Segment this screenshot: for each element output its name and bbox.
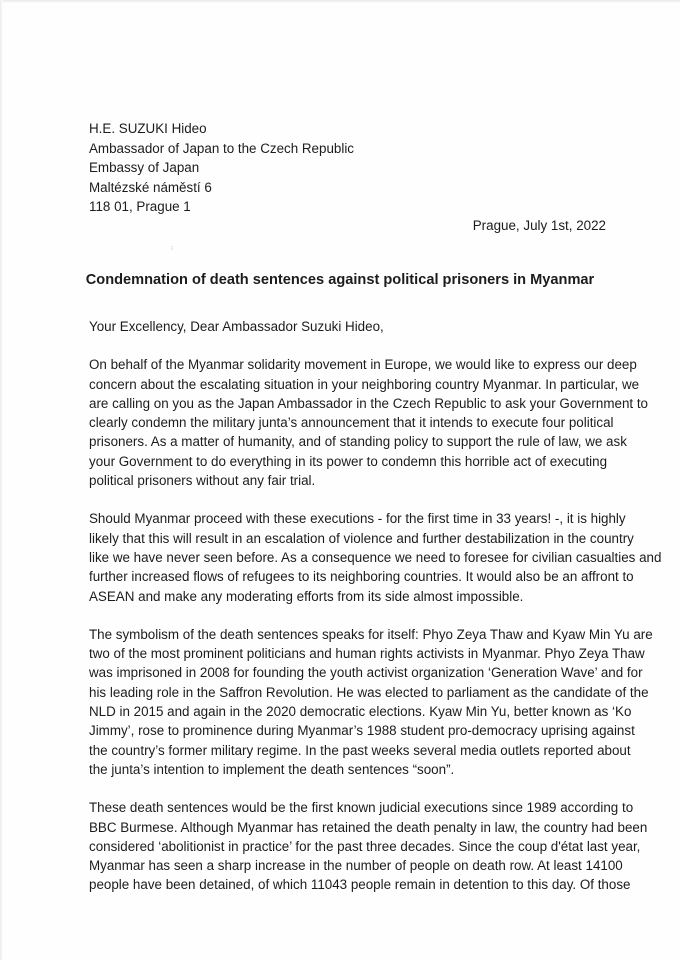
- letter-body: [89, 317, 662, 914]
- text-line: your Government to do everything in its power to condemn this horrible act of executing: [89, 453, 608, 469]
- scan-speck: ⁝: [171, 246, 173, 252]
- text-line: prisoners. As a matter of humanity, and of standing policy to support the rule of law, we ask: [89, 434, 627, 450]
- text-line: Should Myanmar proceed with these executions - for the first time in 33 years! -, it is highly: [89, 511, 626, 527]
- body-paragraph: [89, 355, 648, 490]
- text-line: The symbolism of the death sentences speaks for itself: Phyo Zeya Thaw and Kyaw Min Yu are: [89, 626, 653, 642]
- letter-date: Prague, July 1st, 2022: [472, 218, 606, 233]
- body-paragraph: [89, 509, 662, 605]
- salutation: [89, 317, 619, 336]
- text-line: ASEAN and make any moderating efforts from its side almost impossible.: [89, 588, 524, 604]
- text-line: Your Excellency, Dear Ambassador Suzuki Hideo,: [89, 319, 384, 334]
- text-line: the country’s former military regime. In the past weeks several media outlets reported about: [89, 742, 631, 758]
- address-line-name: H.E. SUZUKI Hideo: [89, 121, 207, 136]
- text-line: BBC Burmese. Although Myanmar has retained the death penalty in law, the country had been: [89, 819, 648, 835]
- text-line: two of the most prominent politicians and human rights activists in Myanmar. Phyo Zeya Thaw: [89, 646, 645, 662]
- text-line: Myanmar has seen a sharp increase in the number of people on death row. At least 14100: [89, 858, 623, 874]
- text-line: political prisoners without any fair trial.: [89, 473, 316, 489]
- text-line: considered ‘abolitionist in practice’ for the past three decades. Since the coup d'état last year,: [89, 838, 641, 854]
- text-line: was imprisoned in 2008 for founding the youth activist organization ‘Generation Wave’ and for: [89, 665, 643, 681]
- text-line: NLD in 2015 and again in the 2020 democratic elections. Kyaw Min Yu, better known as ‘Ko: [89, 704, 632, 720]
- text-line: his leading role in the Saffron Revolution. He was elected to parliament as the candidate of the: [89, 684, 649, 700]
- text-line: people have been detained, of which 11043 people remain in detention to this day. Of those: [89, 877, 631, 893]
- text-line: likely that this will result in an escalation of violence and further destabilization in the country: [89, 530, 634, 546]
- address-line-street: Maltézské náměstí 6: [89, 179, 212, 195]
- text-line: clearly condemn the military junta’s announcement that it intends to execute four political: [89, 415, 614, 431]
- page-left-edge: [0, 0, 3, 960]
- body-paragraph: [89, 798, 648, 894]
- text-line: Jimmy’, rose to prominence during Myanmar’s 1988 student pro-democracy uprising against: [89, 723, 635, 739]
- text-line: like we have never seen before. As a consequence we need to foresee for civilian casualties and: [89, 549, 662, 565]
- body-paragraph: [89, 625, 653, 779]
- text-line: On behalf of the Myanmar solidarity movement in Europe, we would like to express our deep: [89, 357, 637, 373]
- address-line-embassy: Embassy of Japan: [89, 160, 200, 175]
- address-line-title: Ambassador of Japan to the Czech Republic: [89, 140, 354, 156]
- text-line: These death sentences would be the first known judicial executions since 1989 according to: [89, 800, 634, 816]
- letter-title: Condemnation of death sentences against political prisoners in Myanmar: [85, 272, 595, 288]
- text-line: are calling on you as the Japan Ambassador in the Czech Republic to ask your Government to: [89, 395, 648, 411]
- text-line: concern about the escalating situation in your neighboring country Myanmar. In particular, we: [89, 376, 640, 392]
- page-top-edge: [0, 0, 680, 3]
- text-line: the junta’s intention to implement the death sentences “soon”.: [89, 761, 455, 777]
- address-line-city: 118 01, Prague 1: [89, 199, 191, 214]
- recipient-address: [89, 119, 354, 217]
- text-line: further increased flows of refugees to its neighboring countries. It would also be an affront to: [89, 569, 634, 585]
